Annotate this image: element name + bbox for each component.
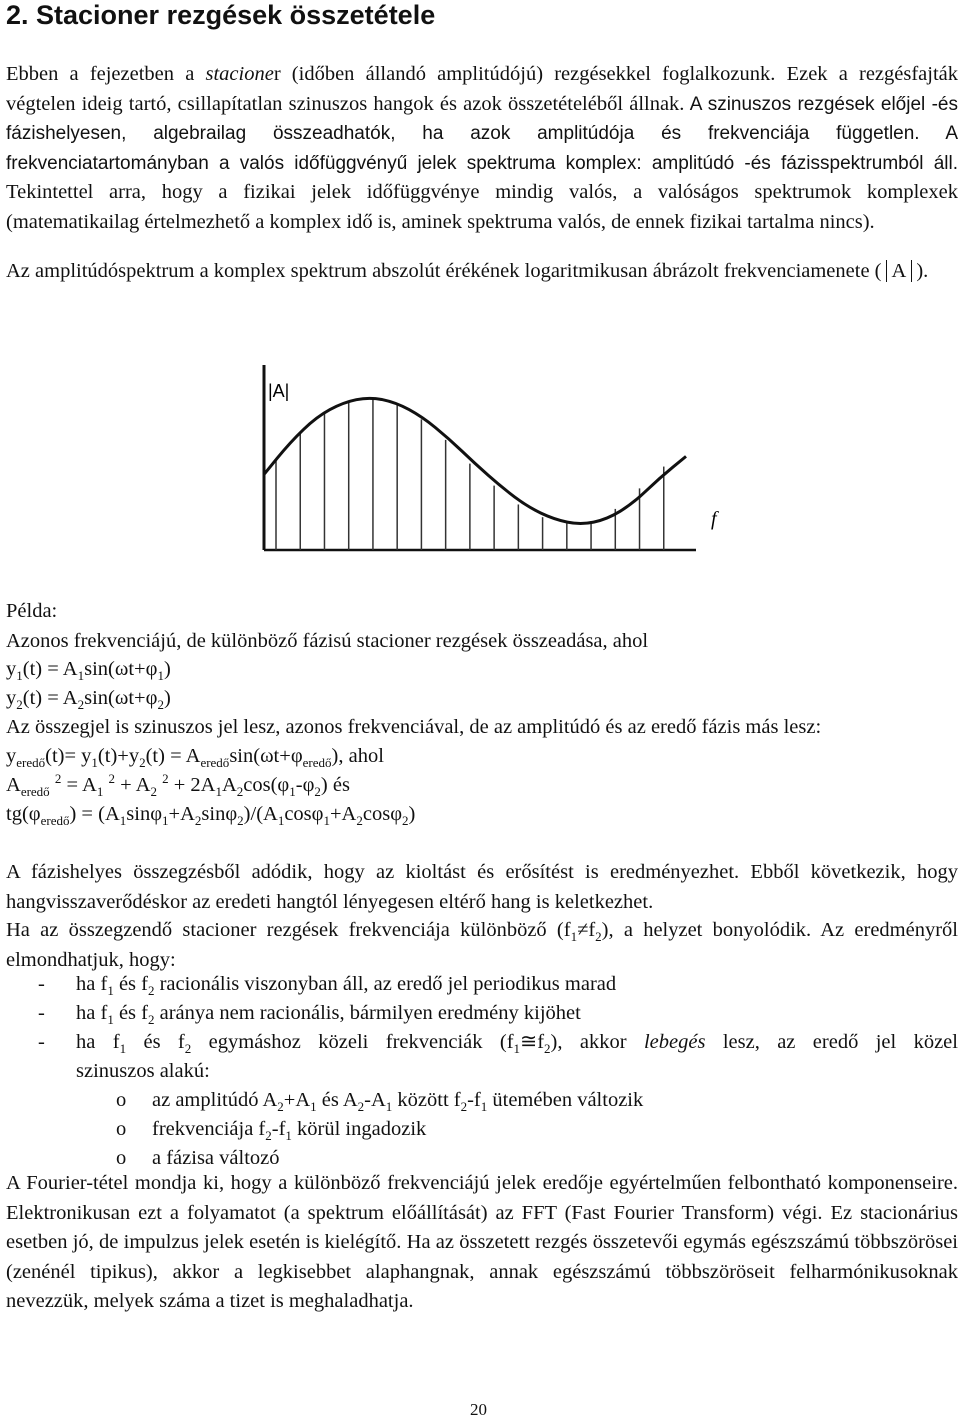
fourier-paragraph: A Fourier-tétel mondja ki, hogy a különböző frekvenciájú jelek eredője egyértelműen felbontható komponenseire. Elektronikusan ezt a folyamatot (a spektrum előállítását) az FFT (Fast Fourier Transform) végi. Ez stacionárius esetben jó, de impulzus jelek esetén is kielégítő. Ha az összetett rezgés összetevői egymás egészszámú többszörösei (zenénél tipikus), akkor a legkisebbet alaphangnak, annak egészszámú többszöröseit felharmónikusoknak nevezzük, melyek száma a tizet is meghaladhatja. <box>6 1172 958 1312</box>
bullet-text: ha $f_1$ és $f_2$ racionális viszonyban áll, az eredő jel periodikus marad <box>76 973 617 999</box>
equation-y2: $y_2(t) = A_2\sin(\omega t+\varphi_2)$ <box>6 687 171 713</box>
sub-eredo: eredő <box>200 755 230 771</box>
intro-text-a: Ebben a fejezetben a <box>6 63 206 85</box>
envelope-curve <box>264 398 686 523</box>
amplitude-spectrum-paragraph <box>6 257 958 287</box>
df-text-a: Ha az összegzendő stacioner rezgések frekvenciája különböző (f <box>6 919 571 941</box>
bullet-dash: - <box>38 1031 45 1053</box>
lebeges-emphasis: lebegés <box>643 1031 706 1053</box>
circle-bullet: o <box>116 1089 127 1111</box>
spectrum-bars <box>276 398 664 550</box>
abs-a-symbol: A <box>886 260 913 282</box>
sub-eredo: eredő <box>20 784 50 800</box>
intro-text-c: A szinuszos rezgések előjel -és fázishelyesen, algebrailag összeadhatók, ha azok amplitúdója és frekvenciája független. A frekvenciatartományban a valós időfüggvényű jelek spektruma komplex: amplitúdó -és fázisspektrumból áll. <box>6 93 958 174</box>
bullet-text: ha $f_1$ és $f_2$ egymáshoz közeli frekvenciák $(f_1≅f_2)$, akkor lebegés lesz, az eredő jel közel <box>76 1031 958 1057</box>
y-axis-label: |A| <box>268 381 290 401</box>
bullet-dash: - <box>38 1002 45 1024</box>
different-frequency-paragraph: Ha az összegzendő stacioner rezgések frekvenciája különböző $(f_1\ne f_2)$, a helyzet bonyolódik. Az eredményről elmondhatjuk, hogy: <box>6 919 958 971</box>
sub-eredo: eredő <box>40 813 70 829</box>
intro-paragraph <box>6 60 958 237</box>
df-text-b: ), a helyzet bonyolódik. Az eredményről elmondhatjuk, hogy: <box>6 919 958 971</box>
sub-eredo: eredő <box>302 755 332 771</box>
sub-eredo: eredő <box>16 755 46 771</box>
equation-phase: $tg(\varphi_{eredő}) = (A_1\sin\varphi_1+A_2\sin\varphi_2)/(A_1\cos\varphi_1+A_2\cos\varphi_2)$ <box>6 803 416 829</box>
intro-text-d: Tekintettel arra, hogy a fizikai jelek időfüggvénye mindig valós, a valóságos spektrumok komplexek (matematikailag értelmezhető a komplex idő is, aminek spektruma valós, de ennek fizikai tartalma nincs). <box>6 181 958 233</box>
page-number: 20 <box>470 1400 487 1419</box>
subbullet-phase-text: a fázisa változó <box>152 1147 280 1169</box>
bullet-dash: - <box>38 973 45 995</box>
equation-y1: $y_1(t) = A_1\sin(\omega t+\varphi_1)$ <box>6 658 171 684</box>
bullet-text: ha $f_1$ és $f_2$ aránya nem racionális, bármilyen eredmény kijöhet <box>76 1002 581 1028</box>
amp-text-a: Az amplitúdóspektrum a komplex spektrum abszolút érékének logaritmikusan ábrázolt frekvenciamenete ( <box>6 260 882 282</box>
equation-sum: $y_{eredő}(t)= y_1(t)+y_2(t) = A_{eredő}\sin(\omega t+\varphi_{eredő})$, ahol <box>6 745 384 771</box>
amplitude-spectrum-figure <box>256 365 726 565</box>
bullet-text-cont: szinuszos alakú: <box>76 1060 210 1082</box>
es-text: és <box>327 774 350 796</box>
x-axis-label: f <box>711 508 717 530</box>
chapter-heading: 2. Stacioner rezgések összetétele <box>6 0 436 30</box>
amp-text-b: ). <box>916 260 929 282</box>
phase-summation-paragraph: A fázishelyes összegzésből adódik, hogy az kioltást és erősítést is eredményezhet. Ebből következik, hogy hangvisszaverődéskor az eredeti hangtól lényegesen eltérő hang is keletkezhet. <box>6 861 958 913</box>
intro-emphasis: stacione <box>205 63 274 85</box>
circle-bullet: o <box>116 1147 127 1169</box>
ahol-text: , ahol <box>338 745 384 767</box>
example-intro: Azonos frekvenciájú, de különböző fázisú stacioner rezgések összeadása, ahol <box>6 630 649 652</box>
intro-text-b: r (időben állandó amplitúdójú) rezgésekkel foglalkozunk. Ezek a rezgésfajták végtelen ideig tartó, csillapítatlan szinuszos hangok és azok összetételéből állnak. <box>6 63 959 115</box>
circle-bullet: o <box>116 1118 127 1140</box>
example-title: Példa: <box>6 600 58 622</box>
example-note: Az összegjel is szinuszos jel lesz, azonos frekvenciával, de az amplitúdó és az eredő fázis más lesz: <box>6 716 822 738</box>
equation-amplitude: $A_{eredő}$ $^2 = A_1$ $^2 + A_2$ $^2 + 2A_1A_2\cos(\varphi_1-\varphi_2)$ és <box>6 771 350 800</box>
